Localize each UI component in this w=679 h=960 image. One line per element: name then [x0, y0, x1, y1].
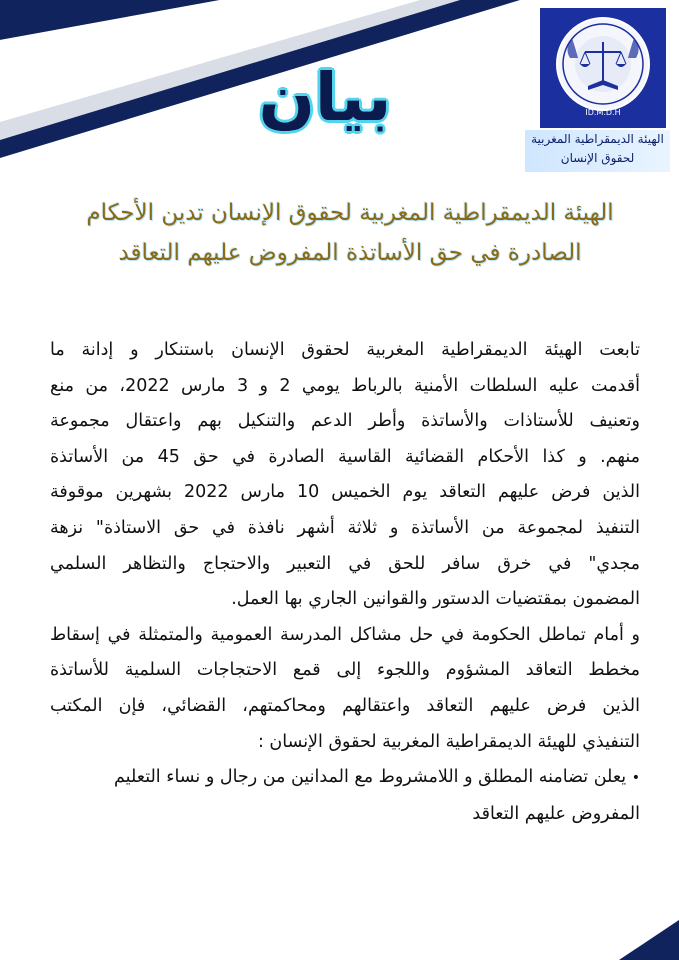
body-line-3: وتعنيف للأستاذات والأساتذة وأطر الدعم والتنكيل بهم واعتقال مجموعة [50, 411, 640, 432]
body-line-5: الذين فرض عليهم التعاقد يوم الخميس 10 مارس 2022 بشهرين موقوفة [50, 482, 640, 503]
body-line-14: المفروض عليهم التعاقد [472, 803, 640, 824]
body-line-4: منهم. و كذا الأحكام القضائية القاسية الصادرة في حق 45 من الأساتذة [50, 446, 641, 467]
body-line-8: المضمون بمقتضيات الدستور والقوانين الجاري بها العمل. [231, 589, 640, 610]
bottom-right-corner-decoration [609, 890, 679, 960]
logo-caption [525, 130, 670, 172]
body-line-13-text: يعلن تضامنه المطلق و اللامشروط مع المدانين من رجال و نساء التعليم [114, 767, 627, 788]
body-line-2: أقدمت عليه السلطات الأمنية بالرباط يومي 2 و 3 مارس 2022، من منع [50, 375, 641, 396]
body-line-7: مجدي" في خرق سافر للحق في التعبير والاحتجاج والتظاهر السلمي [50, 553, 640, 574]
body-line-1: تابعت الهيئة الديمقراطية المغربية لحقوق الإنسان باستنكار و إدانة ما [50, 340, 640, 360]
body-line-9: و أمام تماطل الحكومة في حل مشاكل المدرسة العمومية والمتمثلة في إسقاط [50, 624, 640, 645]
body-line-6: التنفيذ لمجموعة من الأساتذة و ثلاثة أشهر نافذة في حق الاستاذة" نزهة [50, 517, 640, 538]
body-line-11: الذين فرض عليهم التعاقد واعتقالهم ومحاكمتهم، القضائي، فإن المكتب [50, 695, 640, 716]
headline-line1: الهيئة الديمقراطية المغربية لحقوق الإنسان تدين الأحكام [86, 200, 614, 226]
headline-line2: الصادرة في حق الأساتذة المفروض عليهم التعاقد [118, 240, 582, 266]
page-title: بيان [258, 59, 392, 136]
body-line-13 [50, 760, 640, 797]
logo-caption-line1: الهيئة الديمقراطية المغربية [531, 132, 664, 146]
logo-abbreviation: ID.M.D.H [585, 108, 621, 117]
logo-caption-line2: لحقوق الإنسان [560, 151, 635, 165]
bullet-icon: • [631, 770, 640, 787]
body-line-12: التنفيذي للهيئة الديمقراطية المغربية لحقوق الإنسان : [257, 731, 640, 752]
body-line-10: مخطط التعاقد المشؤوم واللجوء إلى قمع الاحتجاجات السلمية للأساتذة [50, 660, 640, 681]
headline [80, 193, 620, 273]
organization-logo [540, 8, 666, 128]
statement-body [50, 333, 640, 832]
